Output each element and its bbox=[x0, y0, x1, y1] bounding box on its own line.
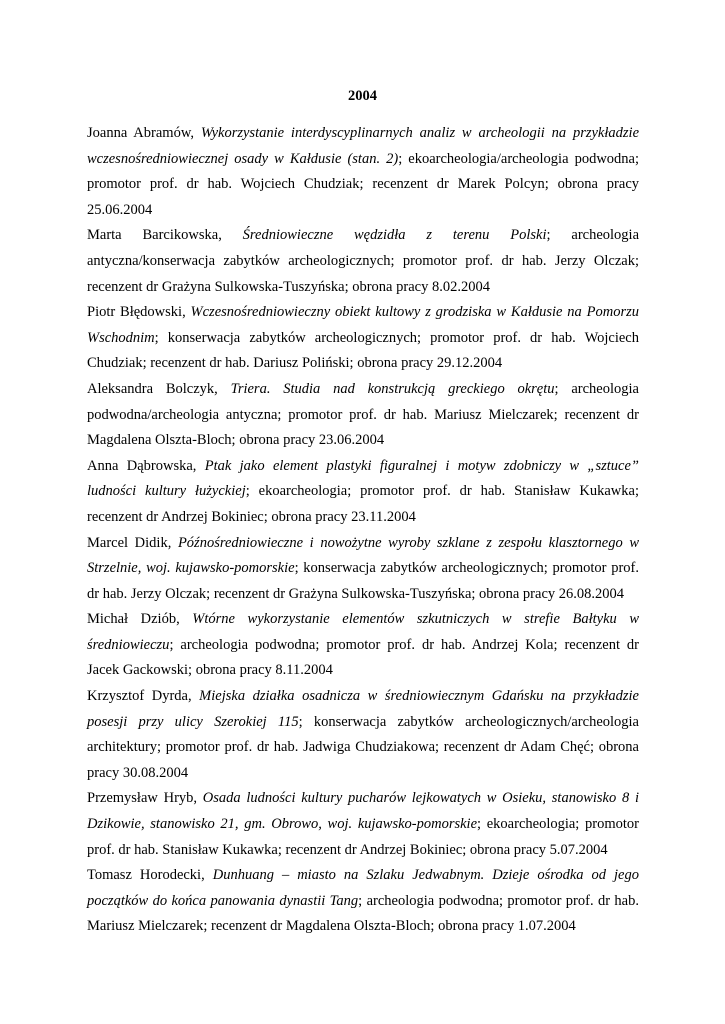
entry-author: Krzysztof Dyrda bbox=[87, 688, 188, 705]
entry-details: ; konserwacja zabytków archeologicznych/archeologia architektury; promotor prof. dr hab. Jadwiga Chudziakowa; recenzent dr Adam Chęć; obrona pracy 30.08.2004 bbox=[87, 713, 639, 781]
entry-details: ; archeologia podwodna; promotor prof. dr hab. Mariusz Mielczarek; recenzent dr Magdalena Olszta-Bloch; obrona pracy 1.07.2004 bbox=[87, 892, 639, 935]
entry-title: Wczesnośredniowieczny obiekt kultowy z grodziska w Kałdusie na Pomorzu Wschodnim bbox=[87, 304, 640, 346]
thesis-entry: Joanna Abramów, Wykorzystanie interdyscyplinarnych analiz w archeologii na przykładzie wczesnośredniowiecznej osady w Kałdusie (stan. 2); ekoarcheologia/archeologia podwodna; promotor prof. dr hab. Wojciech Chudziak; recenzent dr Marek Polcyn; obrona pracy 25.06.2004 bbox=[87, 125, 640, 218]
thesis-entry: Marcel Didik, Późnośredniowieczne i nowożytne wyroby szklane z zespołu klasztornego w Strzelnie, woj. kujawsko-pomorskie; konserwacja zabytków archeologicznych; promotor prof. dr hab. Jerzy Olczak; recenzent dr Grażyna Sulkowska-Tuszyńska; obrona pracy 26.08.2004 bbox=[87, 534, 639, 602]
entry-details: ; konserwacja zabytków archeologicznych; promotor prof. dr hab. Jerzy Olczak; recenzent dr Grażyna Sulkowska-Tuszyńska; obrona pracy 26.08.2004 bbox=[87, 560, 639, 602]
thesis-entry: Krzysztof Dyrda, Miejska działka osadnicza w średniowiecznym Gdańsku na przykładzie posesji przy ulicy Szerokiej 115; konserwacja zabytków archeologicznych/archeologia architektury; promotor prof. dr hab. Jadwiga Chudziakowa; recenzent dr Adam Chęć; obrona pracy 30.08.2004 bbox=[87, 688, 639, 781]
thesis-entry: Marta Barcikowska, Średniowieczne wędzidła z terenu Polski; archeologia antyczna/konserwacja zabytków archeologicznych; promotor prof. dr hab. Jerzy Olczak; recenzent dr Grażyna Sulkowska-Tuszyńska; obrona pracy 8.02.2004 bbox=[87, 227, 640, 295]
entry-author: Aleksandra Bolczyk bbox=[87, 380, 215, 397]
entry-title: Wtórne wykorzystanie elementów szkutniczych w strefie Bałtyku w średniowieczu bbox=[87, 611, 639, 653]
entry-title: Średniowieczne wędzidła z terenu Polski bbox=[242, 227, 547, 244]
entry-title: Osada ludności kultury pucharów lejkowatych w Osieku, stanowisko 8 i Dzikowie, stanowisko 21, gm. Obrowo, woj. kujawsko-pomorskie bbox=[87, 790, 639, 833]
thesis-list bbox=[87, 121, 639, 940]
entry-author: Tomasz Horodecki bbox=[87, 867, 202, 884]
entry-details: ; konserwacja zabytków archeologicznych; promotor prof. dr hab. Wojciech Chudziak; recenzent dr hab. Dariusz Poliński; obrona pracy 29.12.2004 bbox=[87, 329, 639, 372]
year-heading: 2004 bbox=[348, 88, 377, 104]
entry-details: ; archeologia antyczna/konserwacja zabytków archeologicznych; promotor prof. dr hab. Jerzy Olczak; recenzent dr Grażyna Sulkowska-Tuszyńska; obrona pracy 8.02.2004 bbox=[87, 227, 640, 295]
entry-details: ; ekoarcheologia; promotor prof. dr hab. Stanisław Kukawka; recenzent dr Andrzej Bokiniec; obrona pracy 23.11.2004 bbox=[87, 483, 639, 525]
entry-title: Ptak jako element plastyki figuralnej i motyw zdobniczy w „sztuce” ludności kultury łużyckiej bbox=[87, 457, 639, 500]
entry-details: ; ekoarcheologia; promotor prof. dr hab. Stanisław Kukawka; recenzent dr Andrzej Bokiniec; obrona pracy 5.07.2004 bbox=[87, 816, 639, 858]
entry-author: Joanna Abramów bbox=[87, 125, 191, 141]
entry-title: Triera. Studia nad konstrukcją greckiego okrętu bbox=[230, 380, 555, 397]
thesis-entry: Tomasz Horodecki, Dunhuang – miasto na Szlaku Jedwabnym. Dzieje ośrodka od jego początków do końca panowania dynastii Tang; archeologia podwodna; promotor prof. dr hab. Mariusz Mielczarek; recenzent dr Magdalena Olszta-Bloch; obrona pracy 1.07.2004 bbox=[87, 867, 639, 935]
entry-author: Anna Dąbrowska bbox=[87, 457, 193, 474]
entry-author: Marcel Didik bbox=[87, 534, 168, 551]
entry-title: Miejska działka osadnicza w średniowiecznym Gdańsku na przykładzie posesji przy ulicy Szerokiej 115 bbox=[87, 688, 639, 730]
entry-author: Michał Dziób bbox=[87, 611, 177, 628]
thesis-entry: Przemysław Hryb, Osada ludności kultury pucharów lejkowatych w Osieku, stanowisko 8 i Dzikowie, stanowisko 21, gm. Obrowo, woj. kujawsko-pomorskie; ekoarcheologia; promotor prof. dr hab. Stanisław Kukawka; recenzent dr Andrzej Bokiniec; obrona pracy 5.07.2004 bbox=[87, 790, 639, 858]
entry-title: Wykorzystanie interdyscyplinarnych analiz w archeologii na przykładzie wczesnośredniowiecznej osady w Kałdusie (stan. 2) bbox=[87, 125, 640, 167]
entry-author: Marta Barcikowska bbox=[87, 227, 219, 244]
entry-author: Piotr Błędowski bbox=[87, 304, 183, 321]
thesis-entry: Aleksandra Bolczyk, Triera. Studia nad konstrukcją greckiego okrętu; archeologia podwodna/archeologia antyczna; promotor prof. dr hab. Mariusz Mielczarek; recenzent dr Magdalena Olszta-Bloch; obrona pracy 23.06.2004 bbox=[87, 380, 639, 449]
entry-author: Przemysław Hryb bbox=[87, 790, 194, 807]
entry-title: Późnośredniowieczne i nowożytne wyroby szklane z zespołu klasztornego w Strzelnie, woj. kujawsko-pomorskie bbox=[87, 534, 639, 577]
entry-title: Dunhuang – miasto na Szlaku Jedwabnym. Dzieje ośrodka od jego początków do końca panowania dynastii Tang bbox=[87, 867, 639, 909]
thesis-entry: Piotr Błędowski, Wczesnośredniowieczny obiekt kultowy z grodziska w Kałdusie na Pomorzu Wschodnim; konserwacja zabytków archeologicznych; promotor prof. dr hab. Wojciech Chudziak; recenzent dr hab. Dariusz Poliński; obrona pracy 29.12.2004 bbox=[87, 304, 640, 372]
thesis-entry: Anna Dąbrowska, Ptak jako element plastyki figuralnej i motyw zdobniczy w „sztuce” ludności kultury łużyckiej; ekoarcheologia; promotor prof. dr hab. Stanisław Kukawka; recenzent dr Andrzej Bokiniec; obrona pracy 23.11.2004 bbox=[87, 457, 639, 525]
entry-details: ; ekoarcheologia/archeologia podwodna; promotor prof. dr hab. Wojciech Chudziak; recenzent dr Marek Polcyn; obrona pracy 25.06.2004 bbox=[87, 150, 639, 218]
thesis-entry: Michał Dziób, Wtórne wykorzystanie elementów szkutniczych w strefie Bałtyku w średniowieczu; archeologia podwodna; promotor prof. dr hab. Andrzej Kola; recenzent dr Jacek Gackowski; obrona pracy 8.11.2004 bbox=[87, 611, 639, 679]
entry-details: ; archeologia podwodna/archeologia antyczna; promotor prof. dr hab. Mariusz Mielczarek; recenzent dr Magdalena Olszta-Bloch; obrona pracy 23.06.2004 bbox=[87, 380, 639, 449]
entry-details: ; archeologia podwodna; promotor prof. dr hab. Andrzej Kola; recenzent dr Jacek Gackowski; obrona pracy 8.11.2004 bbox=[87, 636, 639, 679]
